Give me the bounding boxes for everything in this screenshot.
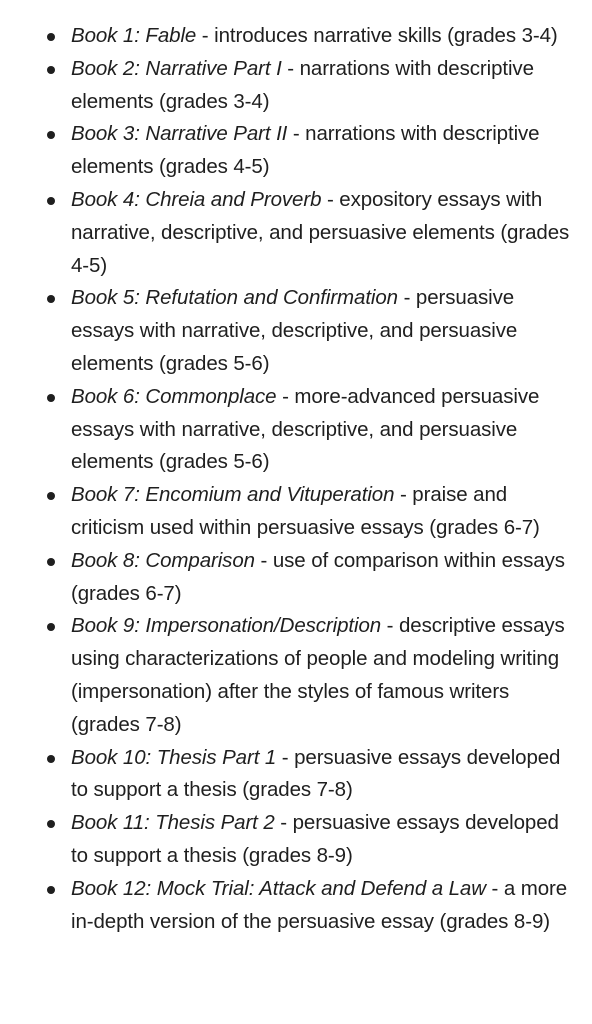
- book-description: - descriptive essays using characterizations of people and modeling writing (impersonation) after the styles of famous writers (grades 7-8): [71, 614, 565, 736]
- book-description: - a more in-depth version of the persuasive essay (grades 8-9): [71, 876, 568, 933]
- list-item-book-1: [0, 20, 592, 53]
- list-item-book-7: [0, 479, 592, 545]
- book-list: [0, 20, 592, 938]
- book-title: Book 5: Refutation and Confirmation: [71, 286, 398, 310]
- list-item-book-6: [0, 381, 592, 479]
- book-title: Book 6: Commonplace: [71, 384, 277, 408]
- list-item-book-3: [0, 118, 592, 184]
- book-title: Book 11: Thesis Part 2: [71, 811, 275, 835]
- book-description: - praise and criticism used within persuasive essays (grades 6-7): [71, 483, 540, 539]
- book-title: Book 7: Encomium and Vituperation: [71, 483, 395, 507]
- list-item-book-11: [0, 807, 592, 873]
- book-description: - narrations with descriptive elements (grades 3-4): [71, 56, 534, 113]
- book-title: Book 10: Thesis Part 1: [71, 745, 277, 769]
- bullet-icon: [47, 492, 55, 500]
- book-title: Book 12: Mock Trial: Attack and Defend a Law: [71, 876, 486, 900]
- book-title: Book 8: Comparison: [71, 548, 255, 572]
- bullet-icon: [47, 295, 55, 303]
- list-item-book-12: [0, 873, 592, 939]
- book-description: - more-advanced persuasive essays with narrative, descriptive, and persuasive elements (grades 5-6): [71, 384, 540, 474]
- book-title: Book 1: Fable: [71, 24, 197, 47]
- list-item-book-4: [0, 184, 592, 282]
- book-description: - introduces narrative skills (grades 3-4): [196, 24, 558, 47]
- bullet-icon: [47, 558, 55, 566]
- book-description: - expository essays with narrative, descriptive, and persuasive elements (grades 4-5): [71, 187, 570, 277]
- book-title: Book 3: Narrative Part II: [71, 122, 288, 146]
- book-title: Book 2: Narrative Part I: [71, 56, 282, 80]
- list-item-book-9: [0, 610, 592, 741]
- bullet-icon: [47, 131, 55, 139]
- book-description: - persuasive essays with narrative, descriptive, and persuasive elements (grades 5-6): [71, 286, 518, 375]
- list-item-book-8: [0, 545, 592, 611]
- list-item-book-5: [0, 282, 592, 380]
- book-description: - persuasive essays developed to support a thesis (grades 8-9): [71, 811, 559, 867]
- bullet-icon: [47, 820, 55, 828]
- bullet-icon: [47, 33, 55, 41]
- bullet-icon: [47, 623, 55, 631]
- book-description: - narrations with descriptive elements (grades 4-5): [71, 122, 540, 179]
- list-item-book-2: [0, 53, 592, 119]
- book-title: Book 9: Impersonation/Description: [71, 614, 382, 638]
- book-description: - persuasive essays developed to support a thesis (grades 7-8): [71, 745, 561, 802]
- bullet-icon: [47, 197, 55, 205]
- book-description: - use of comparison within essays (grades 6-7): [71, 548, 565, 605]
- list-item-book-10: [0, 742, 592, 808]
- bullet-icon: [47, 394, 55, 402]
- book-title: Book 4: Chreia and Proverb: [71, 187, 322, 211]
- bullet-icon: [47, 755, 55, 763]
- bullet-icon: [47, 886, 55, 894]
- bullet-icon: [47, 66, 55, 74]
